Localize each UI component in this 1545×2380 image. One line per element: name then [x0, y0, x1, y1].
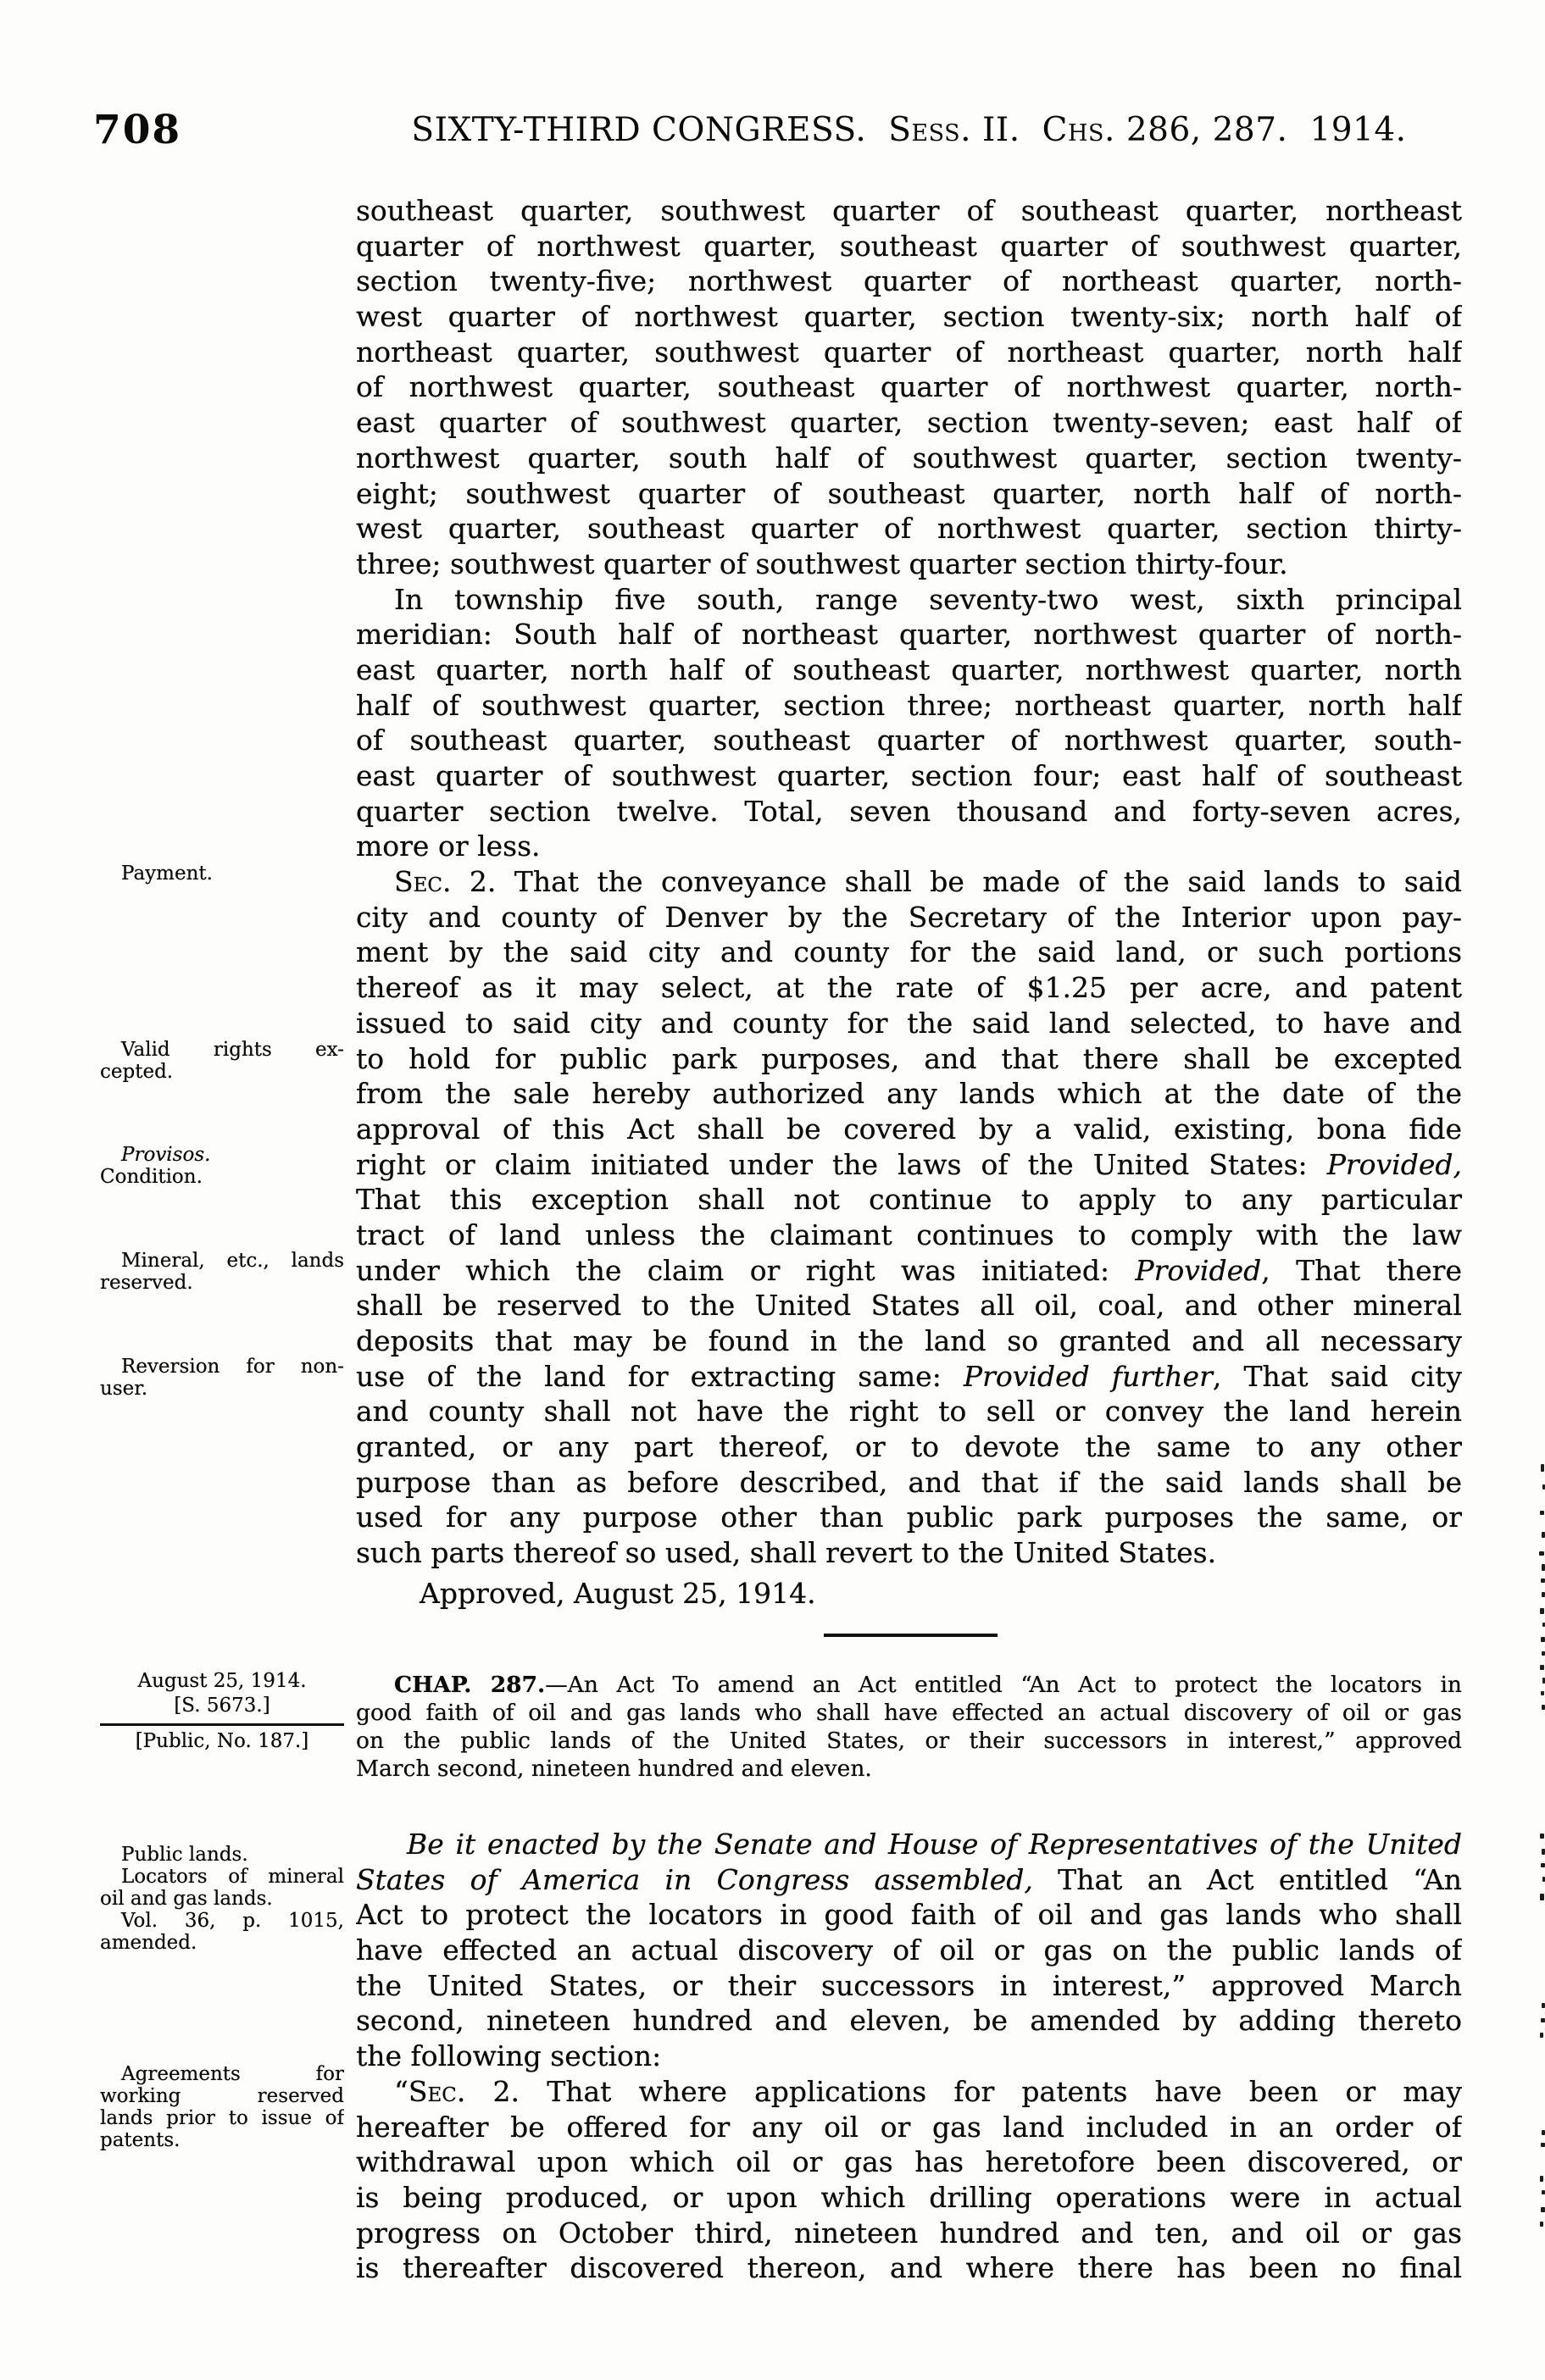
- text-line: [356, 900, 1462, 935]
- text-line: [356, 935, 1462, 970]
- text-segment: Approved, August 25, 1914.: [420, 1576, 816, 1610]
- margin-note-line: [S. 5673.]: [174, 1695, 270, 1717]
- text-segment: such parts thereof so used, shall revert to the United States.: [356, 1536, 1217, 1570]
- ink-speck: [1542, 1849, 1545, 1855]
- text-segment: purpose than as before described, and that if the said lands shall be: [356, 1465, 1462, 1499]
- note-provisos: [100, 1144, 344, 1188]
- text-segment: Be it enacted by the Senate and House of Representatives of the United: [407, 1828, 1462, 1861]
- text-line: [356, 1862, 1462, 1898]
- text-line: [356, 1147, 1462, 1183]
- text-segment: Chs. 286, 287.: [1042, 111, 1288, 149]
- text-segment: , That said city: [1212, 1359, 1462, 1393]
- text-line: [356, 1535, 1462, 1571]
- text-segment: under which the claim or right was initiated:: [356, 1253, 1136, 1287]
- margin-note-line: oil and gas lands.: [100, 1888, 273, 1910]
- text-segment: on the public lands of the United States, or their successors in interest,” approved: [356, 1728, 1462, 1754]
- ink-speck: [1540, 2033, 1543, 2038]
- text-segment: east quarter of southwest quarter, section four; east half of southeast: [356, 759, 1462, 792]
- text-line: [356, 2003, 1462, 2039]
- text-line: [356, 970, 1462, 1006]
- text-segment: eight; southwest quarter of southeast quarter, north half of north-: [356, 476, 1462, 510]
- text-line: [356, 1897, 1462, 1933]
- text-segment: northwest quarter, south half of southwest quarter, section twenty-: [356, 441, 1462, 474]
- margin-rule: [100, 1723, 344, 1726]
- margin-note-line: amended.: [100, 1932, 197, 1954]
- margin-note-line: Public lands.: [121, 1844, 248, 1866]
- text-line: [356, 369, 1462, 405]
- paragraph-chap-287: [356, 1671, 1462, 1783]
- text-segment: good faith of oil and gas lands who shall have effected an actual discovery of oil or gas: [356, 1700, 1462, 1726]
- text-line: [356, 1699, 1462, 1727]
- margin-note-line: Agreements for: [121, 2063, 344, 2085]
- ink-speck: [1542, 1651, 1545, 1656]
- text-segment: three; southwest quarter of southwest quarter section thirty-four.: [356, 546, 1288, 580]
- text-segment: shall be reserved to the United States all oil, coal, and other mineral: [356, 1289, 1462, 1323]
- text-line: [356, 1576, 1462, 1612]
- text-line: [356, 299, 1462, 335]
- text-line: [356, 335, 1462, 370]
- text-line: [356, 1827, 1462, 1862]
- text-segment: ment by the said city and county for the said land, or such portions: [356, 935, 1462, 969]
- ink-speck: [1540, 1608, 1544, 1614]
- margin-note-line: reserved.: [100, 1272, 193, 1294]
- lower-body-column: [356, 1827, 1462, 2286]
- paragraph-section-2-conveyance: [356, 864, 1462, 1571]
- text-line: [356, 1041, 1462, 1077]
- text-line: [356, 229, 1462, 264]
- paragraph-quoted-section-2: [356, 2074, 1462, 2286]
- note-public-lands: [100, 1844, 344, 1954]
- text-segment: west quarter, southeast quarter of northwest quarter, section thirty-: [356, 512, 1462, 546]
- ink-speck: [1541, 1691, 1544, 1695]
- text-segment: withdrawal upon which oil or gas has heretofore been discovered, or: [356, 2145, 1462, 2179]
- text-segment: thereof as it may select, at the rate of $1.25 per acre, and patent: [356, 971, 1462, 1005]
- text-segment: tract of land unless the claimant continues to comply with the law: [356, 1218, 1462, 1251]
- note-act-date: [100, 1669, 344, 1754]
- ink-speck: [1540, 1665, 1544, 1670]
- text-segment: SIXTY-THIRD CONGRESS.: [411, 111, 867, 149]
- ink-speck: [1541, 1578, 1545, 1583]
- text-line: [356, 829, 1462, 864]
- text-line: [356, 1006, 1462, 1041]
- text-segment: That an Act entitled “An: [1032, 1862, 1462, 1896]
- text-segment: second, nineteen hundred and eleven, be amended by adding thereto: [356, 2004, 1462, 2038]
- paragraph-approved-286: [356, 1576, 1462, 1612]
- text-line: [356, 2250, 1462, 2286]
- page-number: 708: [93, 107, 182, 153]
- text-segment: used for any purpose other than public park purposes the same, or: [356, 1501, 1462, 1534]
- text-segment: Provided: [1135, 1253, 1262, 1287]
- text-line: [356, 1112, 1462, 1147]
- text-line: [356, 264, 1462, 299]
- text-segment: “: [394, 2074, 408, 2108]
- text-segment: northeast quarter, southwest quarter of northeast quarter, north half: [356, 335, 1462, 369]
- text-segment: granted, or any part thereof, or to devote the same to any other: [356, 1430, 1462, 1464]
- text-segment: city and county of Denver by the Secretary of the Interior upon pay-: [356, 900, 1462, 934]
- text-line: [356, 794, 1462, 829]
- text-segment: March second, nineteen hundred and eleven.: [356, 1756, 872, 1782]
- ink-speck: [1541, 2207, 1545, 2212]
- text-segment: meridian: South half of northeast quarter, northwest quarter of north-: [356, 618, 1462, 652]
- text-segment: section twenty-five; northwest quarter of northeast quarter, north-: [356, 264, 1462, 298]
- text-line: [356, 546, 1462, 582]
- text-segment: 1914.: [1309, 111, 1407, 149]
- text-line: [356, 1218, 1462, 1253]
- text-line: [356, 2039, 1462, 2074]
- text-segment: half of southwest quarter, section three; northeast quarter, north half: [356, 688, 1462, 722]
- text-line: [356, 1671, 1462, 1699]
- ink-speck: [1542, 1705, 1545, 1710]
- ink-speck: [1541, 1464, 1544, 1472]
- note-agreements: [100, 2063, 344, 2151]
- margin-note-line: cepted.: [100, 1061, 174, 1083]
- ink-speck: [1540, 1511, 1544, 1515]
- text-line: [356, 864, 1462, 900]
- text-segment: In township five south, range seventy-two west, sixth principal: [394, 582, 1462, 616]
- text-segment: States of America in Congress assembled,: [356, 1862, 1033, 1896]
- text-segment: more or less.: [356, 829, 541, 863]
- text-line: [356, 1465, 1462, 1501]
- text-line: [356, 1429, 1462, 1465]
- paragraph-land-description-continued: [356, 193, 1462, 582]
- text-segment: . 2. That where applications for patents have been or may: [456, 2074, 1462, 2108]
- text-segment: and county shall not have the right to sell or convey the land herein: [356, 1395, 1462, 1429]
- ink-speck: [1540, 1834, 1544, 1839]
- chapter-287-heading: [356, 1671, 1462, 1783]
- text-line: [356, 476, 1462, 512]
- text-line: [356, 1933, 1462, 1968]
- text-line: [356, 1500, 1462, 1535]
- text-segment: the following section:: [356, 2039, 662, 2073]
- text-line: [356, 193, 1462, 229]
- text-segment: deposits that may be found in the land so granted and all necessary: [356, 1324, 1462, 1357]
- ink-speck: [1542, 1592, 1545, 1597]
- ink-speck: [1542, 2130, 1545, 2135]
- text-line: [356, 2110, 1462, 2145]
- ink-speck: [1540, 1894, 1544, 1900]
- text-segment: Provided,: [1326, 1147, 1462, 1181]
- margin-note-line: [Public, No. 187.]: [135, 1730, 309, 1752]
- text-line: [356, 1288, 1462, 1323]
- text-segment: west quarter of northwest quarter, section twenty-six; north half of: [356, 300, 1462, 334]
- paragraph-township-five-south: [356, 582, 1462, 865]
- ink-speck: [1540, 2222, 1543, 2227]
- margin-note-line: August 25, 1914.: [137, 1670, 307, 1692]
- ink-speck: [1541, 2143, 1545, 2147]
- margin-note-line: Mineral, etc., lands: [121, 1250, 344, 1272]
- text-line: [356, 1968, 1462, 2004]
- text-segment: right or claim initiated under the laws of the United States:: [356, 1147, 1327, 1181]
- text-segment: quarter section twelve. Total, seven thousand and forty-seven acres,: [356, 794, 1462, 828]
- text-segment: quarter of northwest quarter, southeast quarter of southwest quarter,: [356, 229, 1462, 263]
- margin-note-line: Valid rights ex-: [121, 1039, 344, 1061]
- text-line: [356, 617, 1462, 652]
- text-segment: of northwest quarter, southeast quarter of northwest quarter, north-: [356, 370, 1462, 404]
- text-segment: is being produced, or upon which drilling operations were in actual: [356, 2180, 1462, 2214]
- text-segment: east quarter of southwest quarter, section twenty-seven; east half of: [356, 406, 1462, 440]
- margin-note-line: Locators of mineral: [121, 1866, 344, 1888]
- text-line: [356, 1755, 1462, 1783]
- text-segment: CHAP. 287.: [394, 1672, 546, 1698]
- text-segment: Sec: [408, 2074, 457, 2108]
- text-segment: issued to said city and county for the said land selected, to have and: [356, 1006, 1462, 1040]
- text-line: [356, 723, 1462, 758]
- text-segment: Act to protect the locators in good faith of oil and gas lands who shall: [356, 1898, 1462, 1932]
- text-segment: from the sale hereby authorized any lands which at the date of the: [356, 1077, 1462, 1111]
- margin-note-line: Payment.: [121, 863, 213, 885]
- text-segment: hereafter be offered for any oil or gas land included in an order of: [356, 2110, 1462, 2144]
- note-valid-rights: [100, 1039, 344, 1083]
- text-line: [356, 2074, 1462, 2110]
- margin-note-line: working reserved: [100, 2085, 344, 2107]
- note-mineral: [100, 1250, 344, 1294]
- text-line: [356, 2216, 1462, 2251]
- ink-speck: [1542, 1532, 1545, 1538]
- text-line: [356, 2144, 1462, 2180]
- text-line: [356, 1323, 1462, 1359]
- paragraph-enacting-clause: [356, 1827, 1462, 2074]
- margin-note-line: Condition.: [100, 1166, 203, 1188]
- text-line: [356, 1182, 1462, 1218]
- text-segment: to hold for public park purposes, and that there shall be excepted: [356, 1041, 1462, 1075]
- text-segment: Provided further: [963, 1359, 1213, 1393]
- note-reversion: [100, 1356, 344, 1400]
- margin-note-line: Reversion for non-: [121, 1356, 344, 1378]
- text-segment: use of the land for extracting same:: [356, 1359, 964, 1393]
- text-line: [356, 511, 1462, 546]
- text-line: [356, 405, 1462, 441]
- text-segment: Sec: [394, 865, 442, 899]
- ink-speck: [1541, 1863, 1545, 1867]
- text-segment: . 2. That the conveyance shall be made of the said lands to said: [442, 865, 1462, 899]
- margin-note-line: patents.: [100, 2129, 181, 2151]
- text-line: [356, 582, 1462, 618]
- running-head: [356, 111, 1462, 149]
- ink-speck: [1542, 2190, 1545, 2194]
- section-divider: [824, 1634, 998, 1637]
- ink-speck: [1542, 1564, 1545, 1571]
- text-line: [356, 1253, 1462, 1289]
- text-line: [356, 1076, 1462, 1112]
- text-segment: Sess. II.: [888, 111, 1020, 149]
- text-segment: is thereafter discovered thereon, and where there has been no final: [356, 2251, 1462, 2285]
- text-line: [356, 2180, 1462, 2216]
- text-segment: —An Act To amend an Act entitled “An Act to protect the locators in: [545, 1672, 1462, 1698]
- ink-speck: [1539, 1551, 1544, 1556]
- text-segment: the United States, or their successors in interest,” approved March: [356, 1968, 1462, 2002]
- text-line: [356, 1359, 1462, 1395]
- text-segment: southeast quarter, southwest quarter of southeast quarter, northeast: [356, 194, 1462, 227]
- text-line: [356, 688, 1462, 724]
- text-segment: approval of this Act shall be covered by a valid, existing, bona fide: [356, 1112, 1462, 1146]
- text-line: [356, 1727, 1462, 1755]
- note-payment: [100, 863, 344, 885]
- ink-speck: [1542, 2003, 1545, 2008]
- text-segment: have effected an actual discovery of oil or gas on the public lands of: [356, 1933, 1462, 1967]
- margin-note-line: lands prior to issue of: [100, 2107, 344, 2129]
- ink-speck: [1541, 2018, 1545, 2022]
- text-line: [356, 758, 1462, 794]
- text-line: [356, 441, 1462, 476]
- text-segment: of southeast quarter, southeast quarter of northwest quarter, south-: [356, 724, 1462, 757]
- margin-note-line: Provisos.: [121, 1144, 211, 1166]
- text-segment: , That there: [1261, 1253, 1462, 1287]
- ink-speck: [1541, 1637, 1545, 1642]
- text-segment: east quarter, north half of southeast quarter, northwest quarter, north: [356, 652, 1462, 686]
- ink-speck: [1540, 2176, 1543, 2182]
- body-column: [356, 193, 1462, 1612]
- text-segment: That this exception shall not continue to apply to any particular: [356, 1183, 1462, 1217]
- text-segment: progress on October third, nineteen hundred and ten, and oil or gas: [356, 2216, 1462, 2250]
- margin-note-line: user.: [100, 1378, 148, 1400]
- margin-note-line: Vol. 36, p. 1015,: [121, 1910, 344, 1932]
- text-line: [356, 1394, 1462, 1429]
- text-line: [356, 652, 1462, 688]
